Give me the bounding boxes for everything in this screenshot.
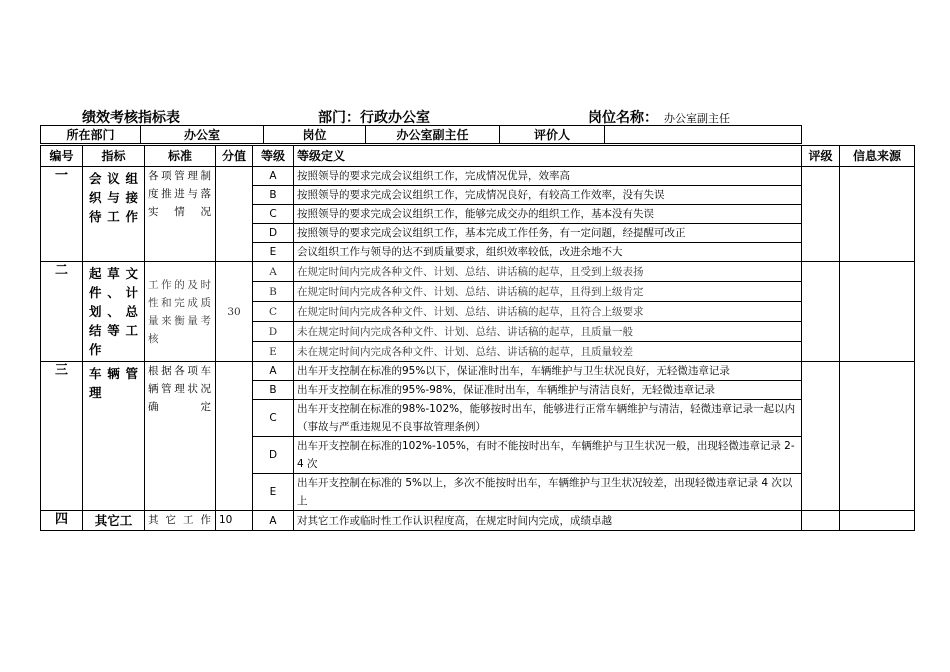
section-standard: 各项管理制度推进与落实情况 (145, 167, 216, 262)
section-standard: 其它工作 (145, 511, 216, 531)
table-row (41, 362, 915, 381)
section-standard: 根据各项车辆管理状况确定 (145, 362, 216, 511)
level-grade: C (253, 205, 294, 224)
section-indicator: 车辆管理 (83, 362, 145, 511)
level-grade: E (253, 243, 294, 262)
position-value: 办公室副主任 (664, 112, 730, 125)
level-definition: 按照领导的要求完成会议组织工作，基本完成工作任务，有一定问题，经提醒可改正 (294, 224, 802, 243)
col-source: 信息来源 (840, 146, 915, 167)
section-number: 一 (41, 167, 83, 262)
level-grade: A (253, 262, 294, 282)
level-definition: 出车开支控制在标准的 5%以上，多次不能按时出车，车辆维护与卫生状况较差，出现轻微违章记录 4 次以上 (294, 474, 802, 511)
table-row (41, 167, 915, 186)
level-definition: 出车开支控制在标准的98%-102%，能够按时出车，能够进行正常车辆维护与清洁，轻微违章记录一起以内（事故与严重违规见不良事故管理条例） (294, 400, 802, 437)
section-indicator: 起草文件、计划、总结等工作 (83, 262, 145, 362)
department-title: 部门：行政办公室 (318, 110, 430, 126)
col-rating: 评级 (802, 146, 840, 167)
level-grade: D (253, 224, 294, 243)
level-definition: 出车开支控制在标准的95%以下，保证准时出车，车辆维护与卫生状况良好，无轻微违章记录 (294, 362, 802, 381)
level-grade: E (253, 474, 294, 511)
col-indicator: 指标 (83, 146, 145, 167)
source-cell[interactable] (840, 362, 915, 511)
dept-label: 所在部门 (41, 126, 141, 144)
position-label: 岗位名称： (588, 110, 658, 126)
section-score (216, 362, 253, 511)
table-row (41, 511, 915, 531)
rater-value (605, 126, 802, 144)
title-row (0, 107, 950, 127)
level-grade: B (253, 186, 294, 205)
level-grade: C (253, 302, 294, 322)
indicator-table (40, 145, 915, 531)
table-row (41, 262, 915, 282)
level-grade: A (253, 511, 294, 531)
rater-label: 评价人 (500, 126, 605, 144)
level-definition: 未在规定时间内完成各种文件、计划、总结、讲话稿的起草，且质量一般 (294, 322, 802, 342)
post-label: 岗位 (264, 126, 366, 144)
section-number: 三 (41, 362, 83, 511)
header-row (41, 146, 915, 167)
level-grade: C (253, 400, 294, 437)
level-grade: B (253, 381, 294, 400)
level-definition: 按照领导的要求完成会议组织工作，完成情况优异，效率高 (294, 167, 802, 186)
level-grade: B (253, 282, 294, 302)
level-grade: D (253, 437, 294, 474)
level-definition: 出车开支控制在标准的95%-98%，保证准时出车，车辆维护与清洁良好，无轻微违章记录 (294, 381, 802, 400)
level-definition: 在规定时间内完成各种文件、计划、总结、讲话稿的起草，且得到上级肯定 (294, 282, 802, 302)
col-score: 分值 (216, 146, 253, 167)
section-score: 30 (216, 262, 253, 362)
section-score: 10 (216, 511, 253, 531)
level-definition: 在规定时间内完成各种文件、计划、总结、讲话稿的起草，且符合上级要求 (294, 302, 802, 322)
source-cell[interactable] (840, 167, 915, 262)
source-cell[interactable] (840, 262, 915, 362)
source-cell[interactable] (840, 511, 915, 531)
section-score (216, 167, 253, 262)
level-grade: A (253, 362, 294, 381)
level-definition: 对其它工作或临时性工作认识程度高，在规定时间内完成，成绩卓越 (294, 511, 802, 531)
info-table (40, 125, 802, 144)
level-definition: 出车开支控制在标准的102%-105%，有时不能按时出车，车辆维护与卫生状况一般，出现轻微违章记录 2-4 次 (294, 437, 802, 474)
rating-cell[interactable] (802, 262, 840, 362)
level-grade: A (253, 167, 294, 186)
level-grade: D (253, 322, 294, 342)
post-value: 办公室副主任 (366, 126, 500, 144)
level-definition: 按照领导的要求完成会议组织工作，完成情况良好，有较高工作效率，没有失误 (294, 186, 802, 205)
section-standard: 工作的及时性和完成质量来衡量考核 (145, 262, 216, 362)
section-number: 二 (41, 262, 83, 362)
rating-cell[interactable] (802, 362, 840, 511)
dept-value: 办公室 (141, 126, 264, 144)
level-definition: 未在规定时间内完成各种文件、计划、总结、讲话稿的起草，且质量较差 (294, 342, 802, 362)
col-definition: 等级定义 (294, 146, 802, 167)
rating-cell[interactable] (802, 167, 840, 262)
level-definition: 在规定时间内完成各种文件、计划、总结、讲话稿的起草，且受到上级表扬 (294, 262, 802, 282)
section-number: 四 (41, 511, 83, 531)
level-definition: 会议组织工作与领导的达不到质量要求，组织效率较低，改进余地不大 (294, 243, 802, 262)
col-no: 编号 (41, 146, 83, 167)
section-indicator: 其它工 (83, 511, 145, 531)
col-level: 等级 (253, 146, 294, 167)
sheet-title: 绩效考核指标表 (82, 110, 180, 126)
level-definition: 按照领导的要求完成会议组织工作，能够完成交办的组织工作，基本没有失误 (294, 205, 802, 224)
rating-cell[interactable] (802, 511, 840, 531)
col-standard: 标准 (145, 146, 216, 167)
level-grade: E (253, 342, 294, 362)
section-indicator: 会议组织与接待工作 (83, 167, 145, 262)
